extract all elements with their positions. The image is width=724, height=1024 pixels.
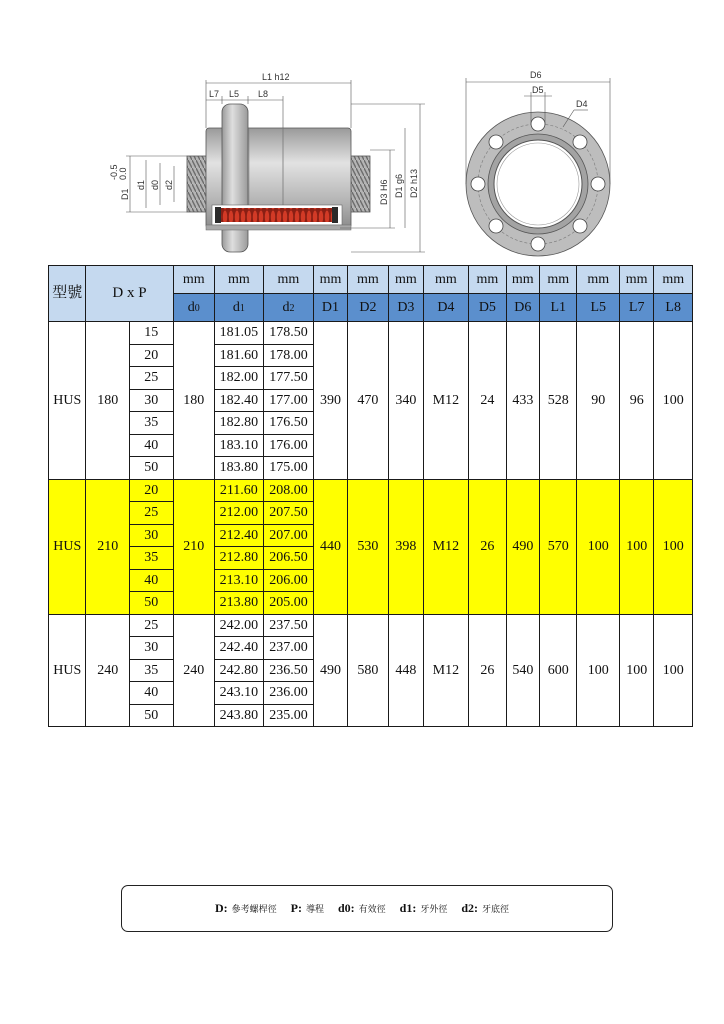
cell-d1: 213.80 <box>215 592 264 615</box>
dim-D5: D5 <box>532 85 544 95</box>
cell-d1: 212.40 <box>215 524 264 547</box>
cell-d1: 183.10 <box>215 434 264 457</box>
dim-L7: L7 <box>209 89 220 99</box>
dim-D1-left: D1 <box>120 188 130 200</box>
dim-D2: D2 h13 <box>409 168 419 198</box>
cell-d2: 175.00 <box>263 457 314 480</box>
dim-L8: L8 <box>258 89 269 99</box>
header-unit: mm <box>619 266 653 294</box>
cell-d1: 182.00 <box>215 367 264 390</box>
header-unit: mm <box>423 266 469 294</box>
cell-d1: 212.00 <box>215 502 264 525</box>
dim-D6: D6 <box>530 70 542 80</box>
cell-d2: 207.50 <box>263 502 314 525</box>
cell-P: 25 <box>129 367 173 390</box>
cell-D3: 340 <box>389 322 423 480</box>
legend-desc: 參考螺桿徑 <box>231 904 277 914</box>
header-unit: mm <box>263 266 314 294</box>
header-col-D4: D4 <box>423 294 469 322</box>
header-col-D1: D1 <box>314 294 347 322</box>
cell-P: 50 <box>129 592 173 615</box>
front-view <box>466 70 610 256</box>
cell-P: 30 <box>129 389 173 412</box>
cell-D6: 490 <box>506 479 539 614</box>
legend-key: d1: <box>399 901 417 915</box>
header-col-L1: L1 <box>540 294 577 322</box>
dim-d0: d0 <box>150 179 160 190</box>
header-col-L5: L5 <box>577 294 620 322</box>
table-row <box>49 479 693 502</box>
cell-P: 35 <box>129 547 173 570</box>
header-col-D2: D2 <box>347 294 389 322</box>
cell-d2: 178.50 <box>263 322 314 345</box>
cell-d2: 176.00 <box>263 434 314 457</box>
cell-P: 30 <box>129 524 173 547</box>
cell-d2: 206.00 <box>263 569 314 592</box>
cell-d1: 211.60 <box>215 479 264 502</box>
cell-D3: 398 <box>389 479 423 614</box>
cell-model: HUS <box>49 614 86 727</box>
cell-P: 35 <box>129 412 173 435</box>
cell-d2: 207.00 <box>263 524 314 547</box>
legend-key: d2: <box>461 901 479 915</box>
header-col-d2: d2 <box>263 294 314 322</box>
header-unit: mm <box>540 266 577 294</box>
header-unit: mm <box>173 266 215 294</box>
header-unit: mm <box>577 266 620 294</box>
header-model: 型號 <box>49 266 86 322</box>
cell-D: 240 <box>86 614 130 727</box>
legend-key: d0: <box>337 901 355 915</box>
dim-L1: L1 h12 <box>262 72 290 82</box>
header-unit: mm <box>389 266 423 294</box>
legend-key: D: <box>214 901 228 915</box>
cell-d1: 212.80 <box>215 547 264 570</box>
cell-P: 30 <box>129 637 173 660</box>
cell-d1: 183.80 <box>215 457 264 480</box>
cell-L7: 96 <box>619 322 653 480</box>
header-col-L8: L8 <box>654 294 693 322</box>
cell-d2: 177.00 <box>263 389 314 412</box>
dim-D1g: D1 g6 <box>394 173 404 198</box>
technical-drawing <box>0 0 724 266</box>
cell-P: 35 <box>129 659 173 682</box>
cell-L5: 90 <box>577 322 620 480</box>
cell-L8: 100 <box>654 614 693 727</box>
table-row <box>49 322 693 345</box>
cell-d1: 182.80 <box>215 412 264 435</box>
cell-D4: M12 <box>423 614 469 727</box>
dim-d1: d1 <box>136 179 146 190</box>
cell-d1: 181.05 <box>215 322 264 345</box>
cell-d2: 176.50 <box>263 412 314 435</box>
dim-D3: D3 H6 <box>379 179 389 205</box>
header-unit: mm <box>314 266 347 294</box>
cell-D5: 26 <box>469 614 506 727</box>
legend-desc: 牙外徑 <box>420 904 448 914</box>
cell-P: 25 <box>129 502 173 525</box>
cell-P: 40 <box>129 682 173 705</box>
cell-d1: 182.40 <box>215 389 264 412</box>
cell-d0: 180 <box>173 322 215 480</box>
cell-D5: 26 <box>469 479 506 614</box>
cell-L7: 100 <box>619 479 653 614</box>
cell-d2: 237.50 <box>263 614 314 637</box>
legend-desc: 牙底徑 <box>482 904 510 914</box>
cell-D2: 580 <box>347 614 389 727</box>
cell-d2: 208.00 <box>263 479 314 502</box>
legend-box <box>121 885 613 932</box>
header-unit: mm <box>347 266 389 294</box>
header-row-units <box>49 266 693 294</box>
cell-P: 15 <box>129 322 173 345</box>
side-view <box>109 72 425 252</box>
cell-D2: 530 <box>347 479 389 614</box>
cell-d1: 243.80 <box>215 704 264 727</box>
legend-key: P: <box>290 901 302 915</box>
cell-d2: 235.00 <box>263 704 314 727</box>
table-row <box>49 614 693 637</box>
header-unit: mm <box>469 266 506 294</box>
cell-d0: 210 <box>173 479 215 614</box>
header-dxp: D x P <box>86 266 173 322</box>
header-col-d1: d1 <box>215 294 264 322</box>
cell-L1: 570 <box>540 479 577 614</box>
cell-P: 20 <box>129 479 173 502</box>
cell-P: 50 <box>129 704 173 727</box>
cell-d1: 213.10 <box>215 569 264 592</box>
cell-P: 50 <box>129 457 173 480</box>
legend-desc: 有效徑 <box>358 904 386 914</box>
header-col-D3: D3 <box>389 294 423 322</box>
cell-D1: 490 <box>314 614 347 727</box>
cell-D1: 440 <box>314 479 347 614</box>
header-col-D6: D6 <box>506 294 539 322</box>
dim-D4: D4 <box>576 99 588 109</box>
cell-d1: 181.60 <box>215 344 264 367</box>
cell-model: HUS <box>49 479 86 614</box>
cell-d2: 236.50 <box>263 659 314 682</box>
dim-L5: L5 <box>229 89 240 99</box>
cell-d1: 242.80 <box>215 659 264 682</box>
cell-d1: 242.40 <box>215 637 264 660</box>
cell-D4: M12 <box>423 322 469 480</box>
spec-table <box>48 265 693 727</box>
dim-tol0: 0.0 <box>118 167 128 180</box>
header-col-L7: L7 <box>619 294 653 322</box>
cell-P: 25 <box>129 614 173 637</box>
cell-P: 40 <box>129 569 173 592</box>
cell-D: 180 <box>86 322 130 480</box>
cell-d2: 237.00 <box>263 637 314 660</box>
dim-d2: d2 <box>164 179 174 190</box>
cell-L8: 100 <box>654 322 693 480</box>
cell-D3: 448 <box>389 614 423 727</box>
cell-d2: 206.50 <box>263 547 314 570</box>
header-unit: mm <box>506 266 539 294</box>
cell-P: 40 <box>129 434 173 457</box>
cell-model: HUS <box>49 322 86 480</box>
cell-L8: 100 <box>654 479 693 614</box>
cell-P: 20 <box>129 344 173 367</box>
cell-L1: 528 <box>540 322 577 480</box>
header-unit: mm <box>654 266 693 294</box>
cell-L7: 100 <box>619 614 653 727</box>
cell-D2: 470 <box>347 322 389 480</box>
header-unit: mm <box>215 266 264 294</box>
cell-D5: 24 <box>469 322 506 480</box>
cell-L5: 100 <box>577 479 620 614</box>
cell-D4: M12 <box>423 479 469 614</box>
legend-desc: 導程 <box>305 904 324 914</box>
cell-D6: 540 <box>506 614 539 727</box>
header-col-D5: D5 <box>469 294 506 322</box>
header-col-d0: d0 <box>173 294 215 322</box>
cell-d2: 205.00 <box>263 592 314 615</box>
cell-L5: 100 <box>577 614 620 727</box>
dim-tol: -0.5 <box>109 164 119 180</box>
cell-d2: 236.00 <box>263 682 314 705</box>
cell-d1: 243.10 <box>215 682 264 705</box>
cell-D6: 433 <box>506 322 539 480</box>
cell-d0: 240 <box>173 614 215 727</box>
cell-L1: 600 <box>540 614 577 727</box>
cell-D1: 390 <box>314 322 347 480</box>
cell-d2: 177.50 <box>263 367 314 390</box>
cell-D: 210 <box>86 479 130 614</box>
cell-d1: 242.00 <box>215 614 264 637</box>
cell-d2: 178.00 <box>263 344 314 367</box>
